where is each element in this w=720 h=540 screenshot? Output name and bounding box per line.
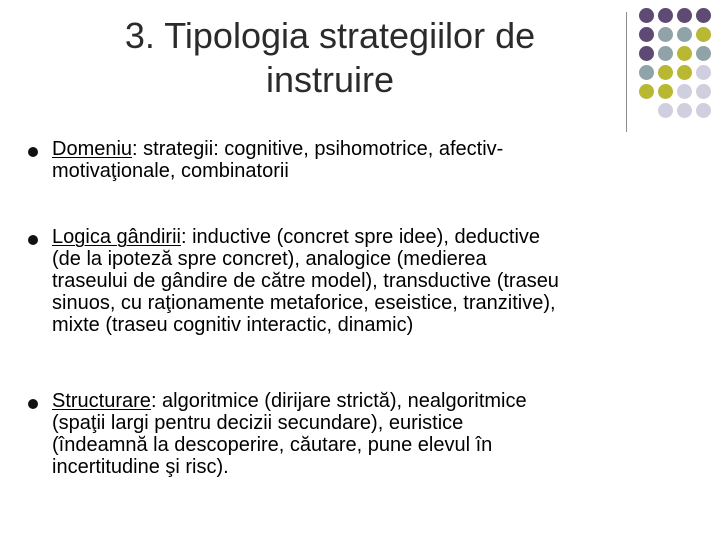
dot-purple: [677, 8, 692, 23]
bullet-dot-icon: [28, 235, 38, 245]
dot-purple: [639, 27, 654, 42]
bullet-text: [52, 226, 712, 336]
dot-purple: [639, 46, 654, 61]
dot-lavender: [677, 84, 692, 99]
dot-gray: [658, 46, 673, 61]
bullet-dot-icon: [28, 399, 38, 409]
vertical-divider: [626, 12, 627, 132]
bullet-description: : algoritmice (dirijare strictă), nealgoritmice (spaţii largi pentru decizii secundare), euristice (îndeamnă la descoperire, căutare, pune elevul în incertitudine şi risc).: [52, 390, 527, 478]
dot-lavender: [696, 84, 711, 99]
dot-purple: [658, 8, 673, 23]
bullet-description: : inductive (concret spre idee), deductive (de la ipoteză spre concret), analogice (medierea traseului de gândire de către model), transductive (traseu sinuos, cu raţionamente metaforice, eseistice, tranzitive), mixte (traseu cognitiv interactic, dinamic): [52, 226, 559, 336]
decorative-dot-grid: [637, 8, 720, 118]
title-line-1: 3. Tipologia strategiilor de: [124, 15, 536, 56]
dot-purple: [639, 8, 654, 23]
dot-olive: [696, 27, 711, 42]
dot-lavender: [696, 103, 711, 118]
dot-purple: [696, 8, 711, 23]
dot-olive: [639, 84, 654, 99]
dot-gray: [639, 65, 654, 80]
bullet-text: [52, 138, 712, 182]
title-line-2: instruire: [265, 59, 395, 100]
dot-gray: [696, 46, 711, 61]
dot-olive: [677, 65, 692, 80]
dot-gray: [658, 27, 673, 42]
dot-lavender: [696, 65, 711, 80]
bullet-term: Logica gândirii: [52, 226, 181, 248]
dot-lavender: [658, 103, 673, 118]
dot-olive: [677, 46, 692, 61]
bullet-dot-icon: [28, 147, 38, 157]
dot-gray: [677, 27, 692, 42]
bullet-term: Structurare: [52, 390, 151, 412]
dot-olive: [658, 84, 673, 99]
bullet-description: : strategii: cognitive, psihomotrice, afectiv- motivaţionale, combinatorii: [52, 138, 504, 182]
bullet-term: Domeniu: [52, 138, 133, 160]
slide-title: [40, 14, 620, 102]
dot-lavender: [677, 103, 692, 118]
dot-olive: [658, 65, 673, 80]
bullet-text: [52, 390, 712, 478]
